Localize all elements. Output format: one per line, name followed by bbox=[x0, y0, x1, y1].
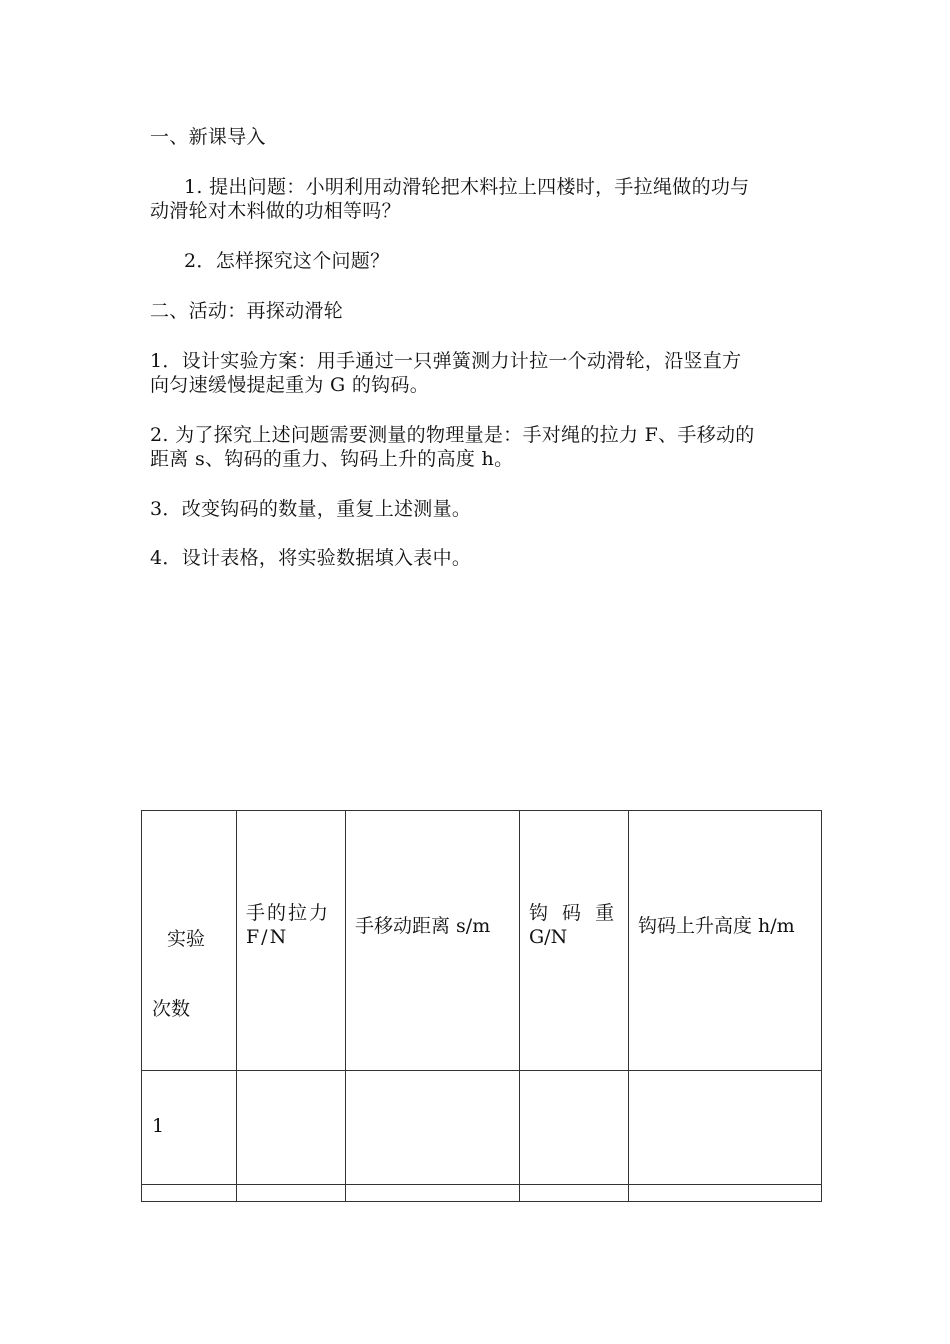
section-two-heading: 二、活动：再探动滑轮 bbox=[150, 300, 344, 322]
table-row bbox=[142, 1185, 822, 1202]
header-distance bbox=[346, 811, 520, 1071]
header-distance-label: 手移动距离 s/m bbox=[355, 915, 491, 937]
force-input-cell[interactable] bbox=[237, 1185, 346, 1202]
header-trial-number bbox=[142, 811, 237, 1071]
header-height bbox=[629, 811, 822, 1071]
distance-input-cell[interactable] bbox=[346, 1185, 520, 1202]
quantities-line-1: 2. 为了探究上述问题需要测量的物理量是：手对绳的拉力 F、手移动的 bbox=[150, 424, 755, 446]
plan-line-2: 向匀速缓慢提起重为 G 的钩码。 bbox=[150, 374, 430, 396]
header-trial-label-1: 实验 bbox=[167, 928, 206, 950]
height-input-cell[interactable] bbox=[629, 1071, 822, 1185]
table-header-row bbox=[142, 811, 822, 1071]
question-line-1: 1. 提出问题：小明利用动滑轮把木料拉上四楼时，手拉绳做的功与 bbox=[184, 176, 750, 198]
weight-input-cell[interactable] bbox=[520, 1071, 629, 1185]
question-line-2: 动滑轮对木料做的功相等吗？ bbox=[150, 200, 401, 222]
quantities-line-2: 距离 s、钩码的重力、钩码上升的高度 h。 bbox=[150, 448, 514, 470]
height-input-cell[interactable] bbox=[629, 1185, 822, 1202]
header-trial-label-2: 次数 bbox=[152, 998, 191, 1020]
table-row bbox=[142, 1071, 822, 1185]
header-force-label: 手的拉力 F/N bbox=[246, 902, 331, 948]
plan-line-1: 1．设计实验方案：用手通过一只弹簧测力计拉一个动滑轮，沿竖直方 bbox=[150, 350, 742, 372]
distance-input-cell[interactable] bbox=[346, 1071, 520, 1185]
trial-cell bbox=[142, 1071, 237, 1185]
experiment-data-table bbox=[141, 810, 822, 1202]
repeat-step: 3．改变钩码的数量，重复上述测量。 bbox=[150, 498, 472, 520]
weight-input-cell[interactable] bbox=[520, 1185, 629, 1202]
trial-cell[interactable] bbox=[142, 1185, 237, 1202]
header-weight-label: 钩 码 重 G/N bbox=[529, 902, 615, 948]
table-step: 4．设计表格，将实验数据填入表中。 bbox=[150, 547, 472, 569]
header-weight bbox=[520, 811, 629, 1071]
force-input-cell[interactable] bbox=[237, 1071, 346, 1185]
header-force bbox=[237, 811, 346, 1071]
section-one-heading: 一、新课导入 bbox=[150, 126, 266, 148]
method-question: 2．怎样探究这个问题？ bbox=[184, 250, 390, 272]
trial-number: 1 bbox=[152, 1115, 165, 1137]
header-height-label: 钩码上升高度 h/m bbox=[638, 915, 795, 937]
